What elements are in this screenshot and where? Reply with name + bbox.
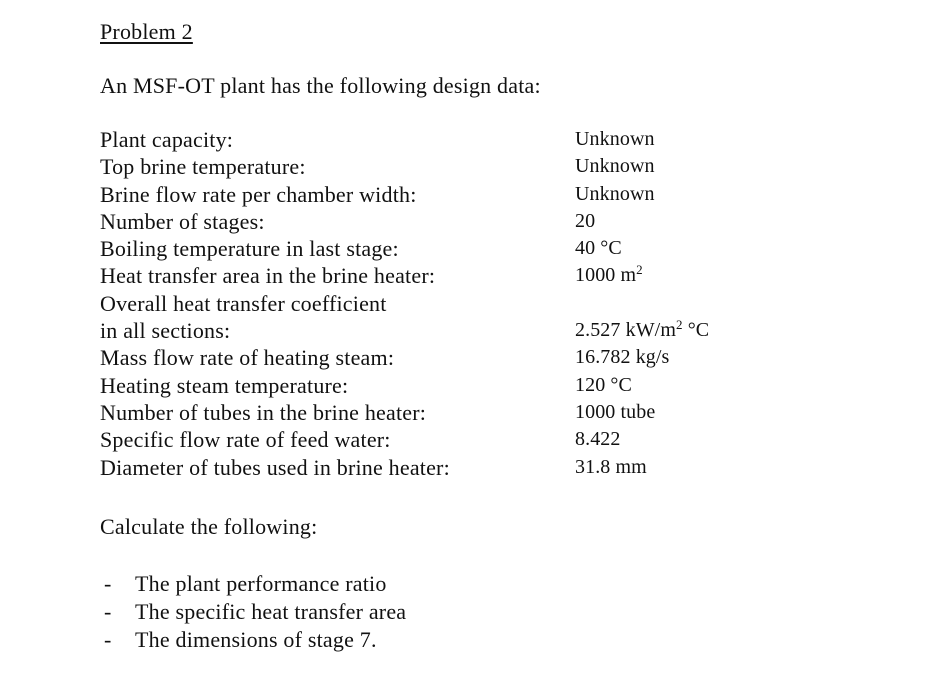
data-label: Diameter of tubes used in brine heater: [100, 454, 450, 480]
task-text: The specific heat transfer area [135, 599, 407, 624]
data-label: in all sections: [100, 318, 231, 344]
data-label: Heat transfer area in the brine heater: [100, 263, 436, 289]
data-row-number-of-stages [100, 208, 720, 235]
value-superscript: 2 [676, 317, 683, 333]
data-row-heating-steam-mass-flow [100, 344, 720, 371]
data-label: Top brine temperature: [100, 154, 306, 180]
data-value: 31.8 mm [575, 455, 647, 478]
value-main: 2.527 kW/m [575, 319, 676, 342]
data-value [575, 262, 643, 289]
data-value: Unknown [575, 128, 655, 150]
data-row-heating-steam-temperature [100, 372, 720, 399]
data-label: Number of tubes in the brine heater: [100, 399, 427, 425]
data-row-tube-diameter [100, 454, 720, 481]
data-value: 1000 tube [575, 400, 656, 423]
problem-intro: An MSF-OT plant has the following design data: [100, 73, 541, 98]
data-row-plant-capacity [100, 126, 720, 153]
task-text: The plant performance ratio [135, 571, 387, 596]
data-value: 16.782 kg/s [575, 346, 670, 369]
data-label: Heating steam temperature: [100, 372, 349, 398]
data-label: Brine flow rate per chamber width: [100, 181, 417, 207]
problem-heading: Problem 2 [100, 19, 193, 44]
value-unit: °C [682, 319, 710, 342]
data-label: Plant capacity: [100, 127, 234, 152]
data-value: 20 [575, 209, 596, 232]
data-label: Mass flow rate of heating steam: [100, 345, 395, 371]
data-row-overall-heat-transfer-coefficient [100, 290, 720, 317]
data-value: Unknown [575, 155, 655, 178]
data-row-top-brine-temperature [100, 153, 720, 180]
data-label: Number of stages: [100, 208, 265, 234]
calculate-prompt: Calculate the following: [100, 514, 318, 539]
data-row-heat-transfer-area [100, 262, 720, 289]
data-value [575, 317, 709, 344]
data-value: 120 °C [575, 373, 632, 396]
data-label: Specific flow rate of feed water: [100, 427, 391, 453]
data-label: Overall heat transfer coefficient [100, 290, 387, 316]
data-value: Unknown [575, 182, 655, 205]
value-main: 1000 m [575, 264, 637, 287]
data-row-number-of-tubes [100, 399, 720, 426]
data-row-in-all-sections [100, 317, 720, 344]
data-row-specific-feed-flow-rate [100, 426, 720, 453]
data-value: 40 °C [575, 237, 622, 260]
task-text: The dimensions of stage 7. [135, 627, 377, 652]
task-bullet: - [104, 627, 112, 652]
design-data-table [100, 126, 720, 481]
task-bullet: - [104, 599, 112, 624]
data-row-brine-flow-rate [100, 181, 720, 208]
task-bullet: - [104, 571, 112, 596]
data-label: Boiling temperature in last stage: [100, 236, 399, 262]
value-superscript: 2 [636, 262, 643, 278]
data-value: 8.422 [575, 428, 621, 451]
data-row-boiling-temperature [100, 235, 720, 262]
